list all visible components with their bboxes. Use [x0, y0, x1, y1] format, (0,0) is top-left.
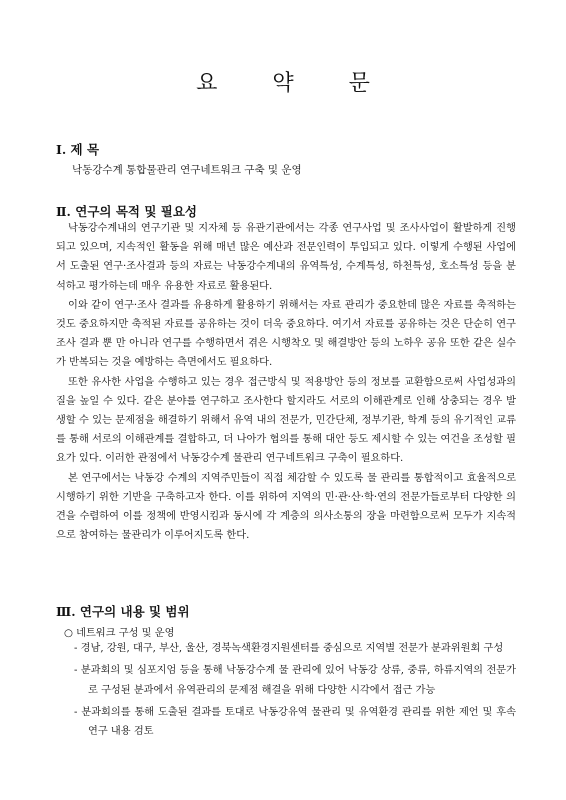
paragraph: 이와 같이 연구·조사 결과를 유용하게 활용하기 위해서는 자료 관리가 중요한데 많은 자료를 축적하는 것도 중요하지만 축적된 자료를 공유하는 것이 더욱 중요하다. 여기서 자료를 공유하는 것은 단순히 연구조사 결과 뿐 만 아니라 연구를 수행하면서 겪은 시행착오 및 해결방안 등의 노하우 공유 또한 같은 실수가 반복되는 것을 예방하는 측면에서도 필요하다.: [56, 299, 516, 369]
list-item: - 분과회의 및 심포지엄 등을 통해 낙동강수계 물 관리에 있어 낙동강 상류, 중류, 하류지역의 전문가로 구성된 분과에서 유역관리의 문제점 해결을 위해 다양한 시각에서 접근 가능: [74, 665, 516, 696]
scope-list: [74, 639, 516, 745]
purpose-body: [56, 219, 516, 545]
project-subject: 낙동강수계 통합물관리 연구네트워크 구축 및 운영: [72, 164, 302, 176]
list-item: - 분과회의를 통해 도출된 결과를 토대로 낙동강유역 물관리 및 유역환경 관리를 위한 제언 및 후속연구 내용 검토: [74, 706, 516, 738]
list-item: - 경남, 강원, 대구, 부산, 울산, 경북녹색환경지원센터를 중심으로 지역별 전문가 분과위원회 구성: [74, 643, 504, 654]
bullet-network: ○ 네트워크 구성 및 운영: [64, 628, 175, 639]
section-heading-purpose: Ⅱ. 연구의 목적 및 필요성: [56, 204, 197, 219]
paragraph: 본 연구에서는 낙동강 수계의 지역주민들이 직접 체감할 수 있도록 물 관리를 통합적이고 효율적으로 시행하기 위한 기반을 구축하고자 한다. 이를 위하여 지역의 민·관·산·학·연의 전문가들로부터 다양한 의견을 수렴하여 이를 정책에 반영시킴과 동시에 각 계층의 의사소통의 장을 마련함으로써 모두가 지속적으로 참여하는 물관리가 이루어지도록 한다.: [56, 472, 516, 542]
title-char: 요: [196, 71, 218, 96]
section-heading-scope: Ⅲ. 연구의 내용 및 범위: [56, 604, 190, 619]
section-heading-subject: Ⅰ. 제 목: [56, 142, 100, 157]
title-char: 문: [348, 71, 370, 96]
page-title: [0, 66, 566, 97]
paragraph: 낙동강수계내의 연구기관 및 지자체 등 유관기관에서는 각종 연구사업 및 조사사업이 활발하게 진행되고 있으며, 지속적인 활동을 위해 매년 많은 예산과 전문인력이 투입되고 있다. 이렇게 수행된 사업에서 도출된 연구·조사결과 등의 자료는 낙동강수계내의 유역특성, 수계특성, 하천특성, 호소특성 등을 분석하고 평가하는데 매우 유용한 자료로 활용된다.: [56, 223, 516, 292]
title-char: 약: [272, 71, 294, 96]
paragraph: 또한 유사한 사업을 수행하고 있는 경우 접근방식 및 적용방안 등의 정보를 교환함으로써 사업성과의 질을 높일 수 있다. 같은 분야를 연구하고 조사한다 할지라도 서로의 이해관계로 인해 상충되는 경우 발생할 수 있는 문제점을 해결하기 위해서 유역 내의 전문가, 민간단체, 정부기관, 학계 등의 유기적인 교류를 통해 서로의 이해관계를 결합하고, 더 나아가 협의를 통해 대안 등도 제시할 수 있는 여건을 조성할 필요가 있다. 이러한 관점에서 낙동강수계 물관리 연구네트워크 구축이 필요하다.: [56, 376, 516, 465]
